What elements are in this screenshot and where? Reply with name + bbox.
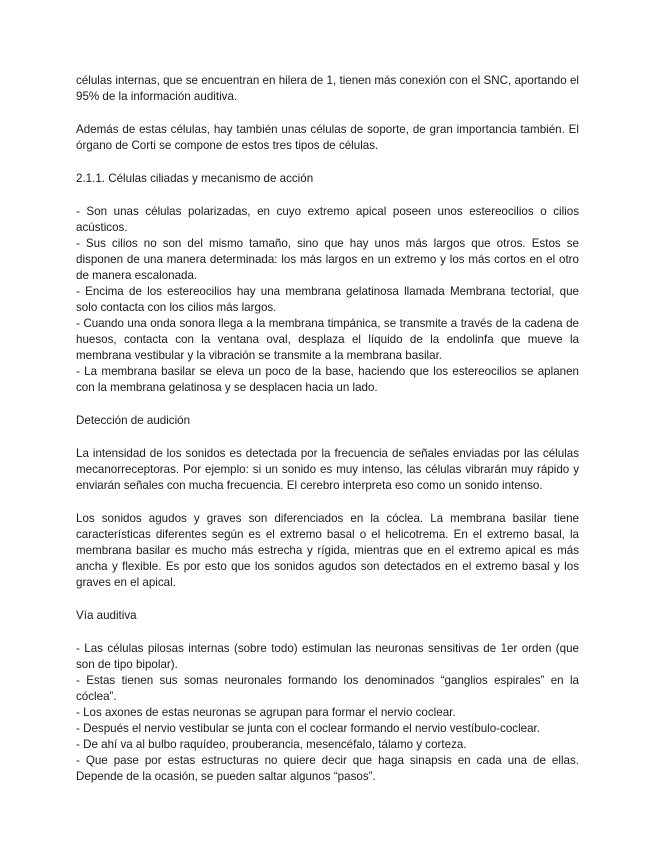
list-item: - De ahí va al bulbo raquídeo, prouberancia, mesencéfalo, tálamo y corteza. [76, 738, 467, 751]
list-item: - Sus cilios no son del mismo tamaño, sino que hay unos más largos que otros. Estos se disponen de una manera determinada: los más largos en un extremo y los más cortos en el otro de manera escalonada. [76, 237, 579, 282]
paragraph-celulas-soporte: Además de estas células, hay también unas células de soporte, de gran importancia también. El órgano de Corti se compone de estos tres tipos de células. [76, 123, 579, 152]
paragraph-celulas-internas: células internas, que se encuentran en hilera de 1, tienen más conexión con el SNC, aportando el 95% de la información auditiva. [76, 74, 579, 103]
list-item: - Cuando una onda sonora llega a la membrana timpánica, se transmite a través de la cadena de huesos, contacta con la ventana oval, desplaza el líquido de la endolinfa que mueve la membrana vestibular y la vibración se transmite a la membrana basilar. [76, 317, 579, 362]
section-heading-via-auditiva: Vía auditiva [76, 609, 137, 622]
section-heading-deteccion: Detección de audición [76, 414, 191, 427]
section-heading-celulas-ciliadas: 2.1.1. Células ciliadas y mecanismo de acción [76, 172, 314, 185]
paragraph-intensidad: La intensidad de los sonidos es detectada por la frecuencia de señales enviadas por las células mecanorreceptoras. Por ejemplo: si un sonido es muy intenso, las células vibrarán muy rápido y enviarán señales con mucha frecuencia. El cerebro interpreta eso como un sonido intenso. [76, 447, 579, 492]
list-item: - Son unas células polarizadas, en cuyo extremo apical poseen unos estereocilios o cilios acústicos. [76, 205, 579, 234]
paragraph-agudos-graves: Los sonidos agudos y graves son diferenciados en la cóclea. La membrana basilar tiene características diferentes según es el extremo basal o el helicotrema. En el extremo basal, la membrana basilar es mucho más estrecha y rígida, mientras que en el extremo apical es más ancha y flexible. Es por esto que los sonidos agudos son detectados en el extremo basal y los graves en el apical. [76, 512, 579, 589]
list-item: - Los axones de estas neuronas se agrupan para formar el nervio coclear. [76, 706, 456, 719]
list-item: - Las células pilosas internas (sobre todo) estimulan las neuronas sensitivas de 1er orden (que son de tipo bipolar). [76, 642, 579, 671]
list-item: - Encima de los estereocilios hay una membrana gelatinosa llamada Membrana tectorial, que solo contacta con los cilios más largos. [76, 285, 579, 314]
list-item: - Estas tienen sus somas neuronales formando los denominados “ganglios espirales” en la cóclea”. [76, 674, 579, 703]
list-item: - Después el nervio vestibular se junta con el coclear formando el nervio vestíbulo-coclear. [76, 722, 540, 735]
list-item: - Que pase por estas estructuras no quiere decir que haga sinapsis en cada una de ellas. Depende de la ocasión, se pueden saltar algunos “pasos”. [76, 754, 579, 783]
list-item: - La membrana basilar se eleva un poco de la base, haciendo que los estereocilios se aplanen con la membrana gelatinosa y se desplacen hacia un lado. [76, 365, 579, 394]
